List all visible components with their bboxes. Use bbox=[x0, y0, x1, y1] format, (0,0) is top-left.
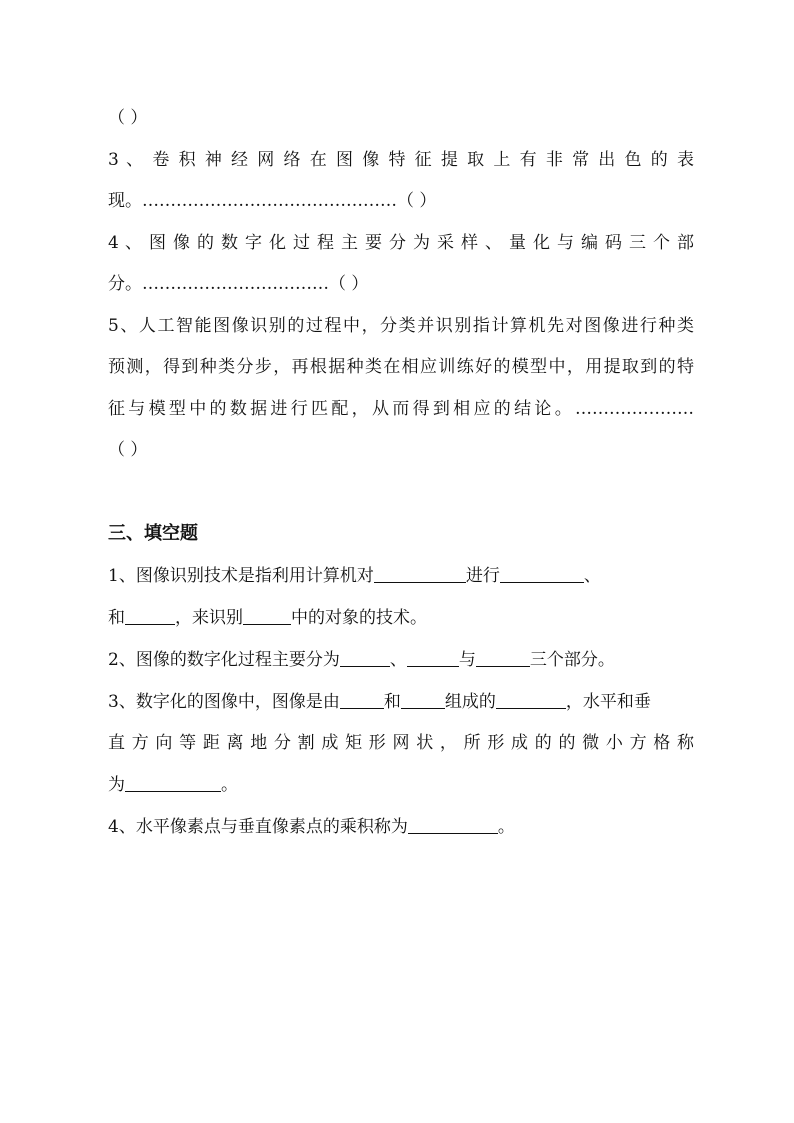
question-1-line2 bbox=[108, 606, 427, 630]
q1-text-d: 和 bbox=[108, 608, 125, 628]
q1-text-f: 中的对象的技术。 bbox=[291, 608, 427, 628]
q1-blank-2[interactable] bbox=[500, 564, 584, 583]
item4-line2: 分。……………………………（ ） bbox=[108, 274, 369, 294]
q3-text-line3: 为 bbox=[108, 775, 125, 795]
q2-blank-3[interactable] bbox=[476, 648, 530, 667]
q3-blank-1[interactable] bbox=[340, 690, 384, 709]
q2-text-a: 2、图像的数字化过程主要分为 bbox=[108, 650, 340, 670]
question-2 bbox=[108, 648, 615, 672]
q4-text-end: 。 bbox=[497, 817, 515, 837]
item4-line1: 4 、 图 像 的 数 字 化 过 程 主 要 分 为 采 样 、 量 化 与 编 码 三 个 部 bbox=[108, 233, 694, 253]
q1-text-b: 进行 bbox=[465, 566, 500, 586]
q3-text-b: 和 bbox=[383, 692, 401, 712]
section-title: 三、填空题 bbox=[108, 523, 198, 544]
item5-line1: 5、人工智能图像识别的过程中，分类并识别指计算机先对图像进行种类 bbox=[108, 316, 694, 336]
q1-blank-4[interactable] bbox=[243, 606, 291, 625]
q1-text-e: ，来识别 bbox=[175, 608, 243, 628]
q4-blank-1[interactable] bbox=[408, 815, 498, 834]
q2-text-c: 与 bbox=[458, 650, 476, 670]
q3-text-a: 3、数字化的图像中，图像是由 bbox=[108, 692, 340, 712]
q1-text-c: 、 bbox=[583, 566, 601, 586]
item5-line2: 预测，得到种类分步，再根据种类在相应训练好的模型中，用提取到的特 bbox=[108, 357, 694, 377]
q3-blank-3[interactable] bbox=[496, 690, 566, 709]
item5-line4: （ ） bbox=[108, 440, 148, 460]
paren-top: （ ） bbox=[108, 108, 148, 128]
q2-text-b: 、 bbox=[389, 650, 407, 670]
q1-blank-3[interactable] bbox=[125, 606, 175, 625]
q1-blank-1[interactable] bbox=[374, 564, 466, 583]
question-1-line1 bbox=[108, 564, 601, 588]
q3-blank-2[interactable] bbox=[401, 690, 445, 709]
q1-text-a: 1、图像识别技术是指利用计算机对 bbox=[108, 566, 374, 586]
question-3-line2: 直方向等距离地分割成矩形网状，所形成的的微小方格称 bbox=[108, 733, 694, 753]
q3-blank-4[interactable] bbox=[125, 773, 221, 792]
q2-blank-2[interactable] bbox=[407, 648, 459, 667]
question-4 bbox=[108, 815, 515, 839]
q4-text-a: 4、水平像素点与垂直像素点的乘积称为 bbox=[108, 817, 408, 837]
item3-line1: 3 、 卷 积 神 经 网 络 在 图 像 特 征 提 取 上 有 非 常 出 色 的 表 bbox=[108, 150, 694, 170]
q3-text-c: 组成的 bbox=[444, 692, 496, 712]
question-3-line1 bbox=[108, 690, 651, 714]
q2-text-d: 三个部分。 bbox=[529, 650, 615, 670]
q2-blank-1[interactable] bbox=[340, 648, 390, 667]
q3-text-d: ，水平和垂 bbox=[565, 692, 651, 712]
q3-text-end: 。 bbox=[221, 775, 238, 795]
question-3-line3 bbox=[108, 773, 238, 797]
item5-line3: 征与模型中的数据进行匹配，从而得到相应的结论。………………… bbox=[108, 399, 694, 419]
item3-line2: 现。………………………………………（ ） bbox=[108, 191, 437, 211]
